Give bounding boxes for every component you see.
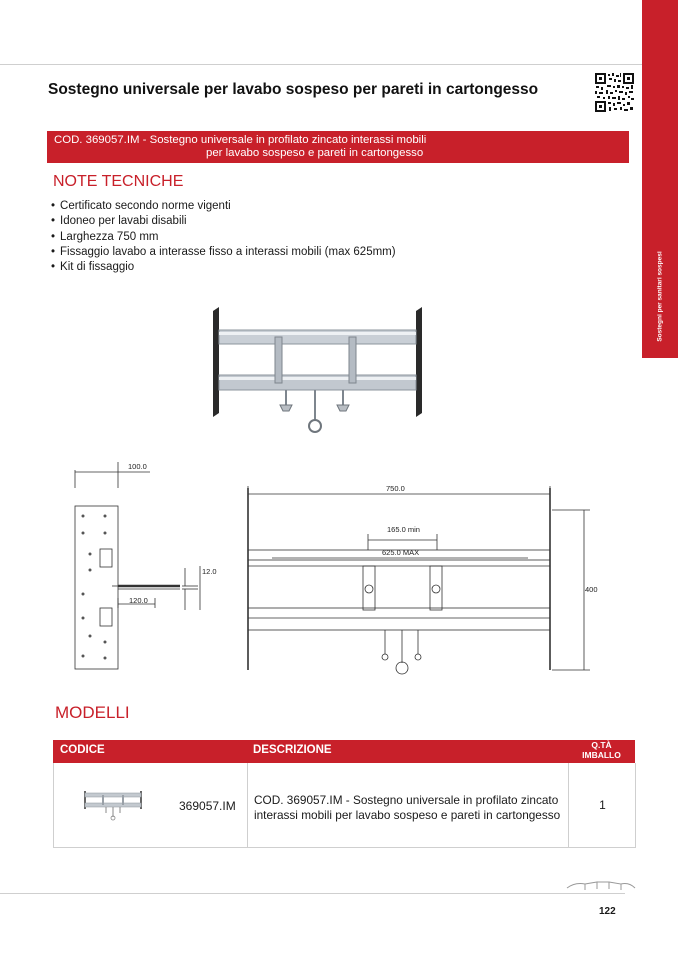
dim-total-width: 750.0	[386, 484, 405, 493]
technical-notes-list	[51, 199, 396, 275]
model-code: 369057.IM	[179, 799, 236, 813]
page-title: Sostegno universale per lavabo sospeso per pareti in cartongesso	[48, 81, 539, 98]
page-number: 122	[599, 906, 616, 917]
side-tab-label: Sostegni per sanitari sospesi	[656, 251, 664, 342]
header-quantity	[568, 740, 635, 760]
technical-notes-heading: NOTE TECNICHE	[53, 173, 184, 190]
models-table-header	[53, 740, 635, 763]
product-thumbnail	[82, 787, 144, 821]
note-item: • Certificato secondo norme vigenti	[51, 199, 396, 214]
model-description-line-2: interassi mobili per lavabo sospeso e pareti in cartongesso	[254, 808, 561, 822]
model-description	[254, 793, 560, 823]
product-photo	[205, 305, 430, 437]
model-description-line-1: COD. 369057.IM - Sostegno universale in profilato zincato	[254, 793, 559, 807]
bottom-divider	[0, 893, 625, 894]
product-code-line-1: COD. 369057.IM - Sostegno universale in profilato zincato interassi mobili	[54, 134, 427, 146]
header-quantity-line-2: IMBALLO	[582, 750, 621, 760]
header-description: DESCRIZIONE	[253, 744, 332, 756]
note-item: • Larghezza 750 mm	[51, 230, 396, 245]
decorative-ornament	[565, 876, 637, 896]
note-item: • Idoneo per lavabi disabili	[51, 214, 396, 229]
dim-min-spacing: 165.0 min	[387, 525, 420, 534]
column-divider	[247, 763, 248, 847]
technical-drawing	[50, 458, 610, 680]
dim-height: 400	[585, 585, 598, 594]
dim-side-width: 100.0	[128, 462, 147, 471]
model-quantity: 1	[599, 798, 606, 812]
note-item: • Kit di fissaggio	[51, 260, 396, 275]
product-code-bar	[47, 131, 629, 163]
qr-code	[594, 72, 635, 113]
product-code-line-2: per lavabo sospeso e pareti in cartongesso	[206, 147, 424, 159]
dim-max-spacing: 625.0 MAX	[382, 548, 420, 557]
note-item: • Fissaggio lavabo a interasse fisso a interassi mobili (max 625mm)	[51, 245, 396, 260]
dim-side-offset: 12.0	[202, 567, 217, 576]
table-row	[53, 763, 636, 848]
dim-side-depth: 120.0	[129, 596, 148, 605]
header-code: CODICE	[60, 744, 105, 756]
header-quantity-line-1: Q.TÀ	[591, 740, 612, 750]
models-heading: MODELLI	[55, 703, 130, 722]
top-divider	[0, 64, 642, 65]
side-tab-label-wrap	[649, 245, 671, 358]
